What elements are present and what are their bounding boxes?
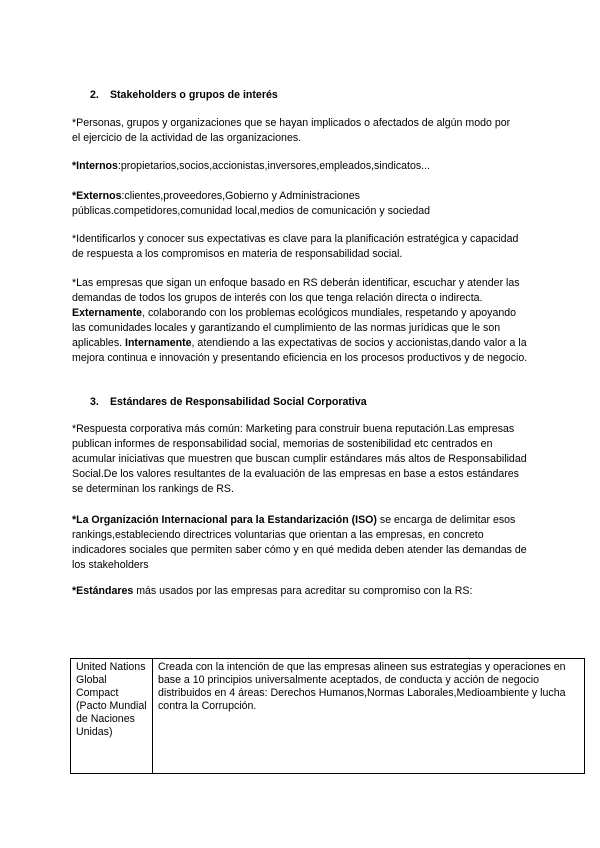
paragraph-respuesta: *Respuesta corporativa más común: Marketing para construir buena reputación.Las empresas publican informes de responsabilidad social, memorias de sostenibilidad etc centrados en acumular iniciativas que muestren que buscan cumplir estándares más altos de Responsabilidad Social.De los valores resultantes de la evaluación de las empresas en base a estos estándares se determinan los rankings de RS.: [72, 423, 527, 495]
section-2-heading: [90, 88, 550, 103]
section-3-heading: [90, 395, 550, 410]
estandares-label: *Estándares: [72, 585, 134, 597]
internos-label: *Internos: [72, 160, 118, 172]
externamente-label: Externamente: [72, 307, 143, 319]
iso-label: *La Organización Internacional para la Estandarización (ISO): [72, 514, 377, 526]
standard-name-cell: United Nations Global Compact (Pacto Mundial de Naciones Unidas): [71, 659, 153, 774]
section-number: 3.: [90, 396, 99, 408]
paragraph-empresas: [72, 276, 530, 366]
section-number: 2.: [90, 89, 99, 101]
estandares-text: más usados por las empresas para acreditar su compromiso con la RS:: [133, 585, 473, 597]
table-row: [71, 659, 585, 774]
section-title: Stakeholders o grupos de interés: [109, 89, 278, 101]
paragraph-personas: *Personas, grupos y organizaciones que se hayan implicados o afectados de algún modo por el ejercicio de la actividad de las organizaciones.: [72, 117, 511, 144]
externos-text: :clientes,proveedores,Gobierno y Administraciones públicas.competidores,comunidad local,medios de comunicación y sociedad: [72, 190, 431, 217]
paragraph-identificarlos: *Identificarlos y conocer sus expectativas es clave para la planificación estratégica y capacidad de respuesta a los compromisos en materia de responsabilidad social.: [72, 233, 519, 260]
standard-description-cell: Creada con la intención de que las empresas alineen sus estrategias y operaciones en base a 10 principios universalmente aceptados, de conducta y acción de negocio distribuidos en 4 áreas: Derechos Humanos,Normas Laborales,Medioambiente y lucha contra la Corrupción.: [153, 659, 585, 774]
internamente-text: , atendiendo a las expectativas de socios y accionistas,dando valor a la mejora continua e innovación y presentando eficiencia en los procesos productivos y de negocio.: [72, 337, 528, 364]
section-title: Estándares de Responsabilidad Social Corporativa: [109, 396, 367, 408]
iso-text: se encarga de delimitar esos rankings,estableciendo directrices voluntarias que orientan a las empresas, en concreto indicadores sociales que permiten saber cómo y en qué medida deben atender las demandas de los stakeholders: [72, 514, 527, 571]
paragraph-estandares: [72, 584, 532, 599]
paragraph-iso: [72, 513, 530, 573]
internos-text: :propietarios,socios,accionistas,inversores,empleados,sindicatos...: [117, 160, 430, 172]
standards-table: [70, 658, 585, 774]
paragraph-internos: [72, 159, 532, 174]
externamente-text: , colaborando con los problemas ecológicos mundiales, respetando y apoyando las comunidades locales y garantizando el cumplimiento de las normas jurídicas que le son aplicables.: [72, 307, 517, 349]
internamente-label: Internamente: [125, 337, 192, 349]
externos-label: *Externos: [72, 190, 122, 202]
empresas-intro: *Las empresas que sigan un enfoque basado en RS deberán identificar, escuchar y atender las demandas de todos los grupos de interés con los que tenga relación directa o indirecta.: [72, 277, 520, 304]
paragraph-externos: [72, 189, 472, 219]
